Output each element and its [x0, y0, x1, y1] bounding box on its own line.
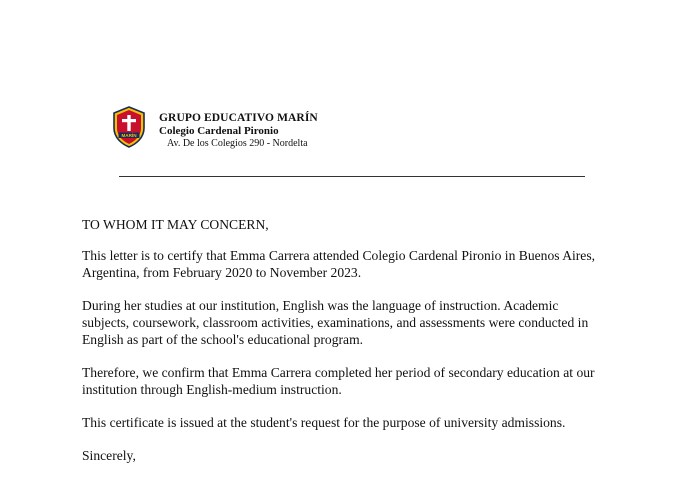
school-crest-icon	[112, 106, 146, 148]
letterhead	[112, 104, 372, 154]
school-name: Colegio Cardenal Pironio	[159, 125, 279, 137]
letterhead-divider	[119, 176, 585, 177]
salutation: TO WHOM IT MAY CONCERN,	[82, 217, 269, 232]
crest-label: MARÍN	[121, 133, 137, 138]
closing: Sincerely,	[82, 448, 136, 463]
paragraph-confirmation: Therefore, we confirm that Emma Carrera completed her period of secondary education at our institution through English-medium instruction.	[82, 365, 595, 397]
school-address: Av. De los Colegios 290 - Nordelta	[167, 138, 308, 149]
paragraph-attendance: This letter is to certify that Emma Carrera attended Colegio Cardenal Pironio in Buenos Aires, Argentina, from February 2020 to November 2023.	[82, 248, 596, 280]
organization-name: GRUPO EDUCATIVO MARÍN	[159, 112, 318, 124]
letter-body	[82, 216, 602, 480]
paragraph-instruction-language: During her studies at our institution, English was the language of instruction. Academic subjects, coursework, classroom activities, examinations, and assessments were conducted in English as part of the school's educational program.	[82, 298, 589, 347]
paragraph-purpose: This certificate is issued at the student's request for the purpose of university admissions.	[82, 415, 566, 430]
